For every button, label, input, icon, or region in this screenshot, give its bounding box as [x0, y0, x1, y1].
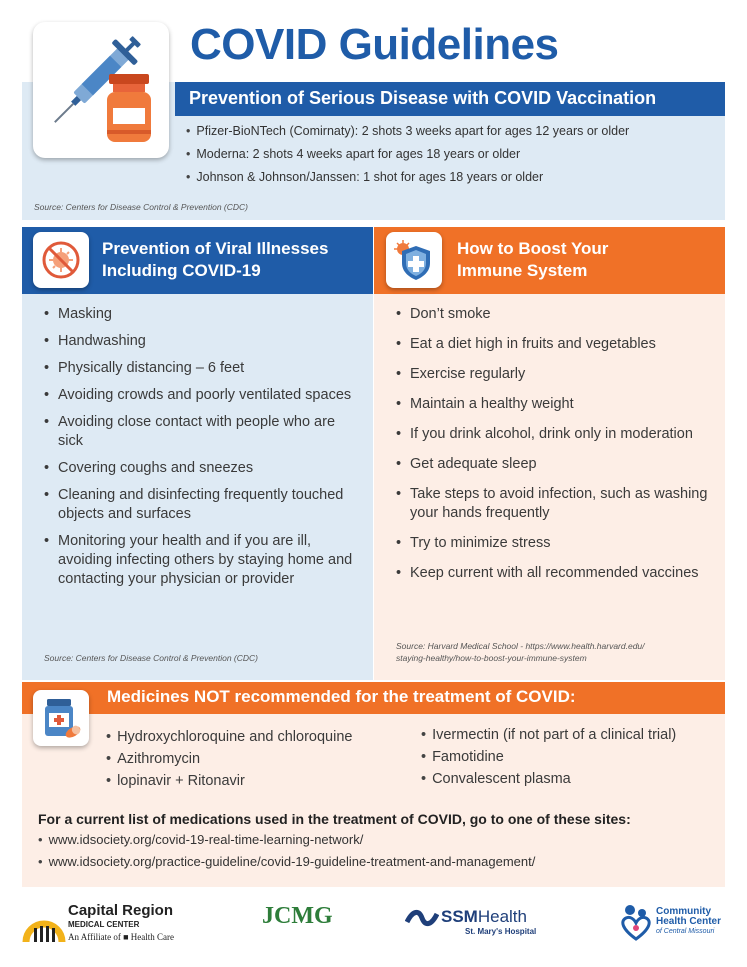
list-item: • Monitoring your health and if you are ill, avoiding infecting others by staying home and contacting your physician or provider — [44, 532, 354, 589]
community-health-logo — [618, 903, 728, 949]
list-item: • Ivermectin (if not part of a clinical trial) — [421, 727, 676, 749]
immune-heading — [457, 238, 608, 282]
resources-list — [38, 832, 535, 876]
resources-heading: For a current list of medications used in the treatment of COVID, go to one of these sites: — [38, 811, 631, 827]
ssm-health-name — [441, 907, 527, 927]
list-item: • Physically distancing – 6 feet — [44, 359, 354, 378]
community-line1: Community — [656, 906, 711, 917]
capital-region-logo — [22, 900, 212, 950]
list-item: • Moderna: 2 shots 4 weeks apart for ages 18 years or older — [186, 147, 629, 170]
viral-source: Source: Centers for Disease Control & Prevention (CDC) — [44, 653, 258, 663]
list-item: • If you drink alcohol, drink only in moderation — [396, 425, 708, 444]
ssm-light: Health — [477, 907, 527, 926]
vaccination-source: Source: Centers for Disease Control & Prevention (CDC) — [34, 202, 248, 212]
list-item: • Get adequate sleep — [396, 455, 708, 474]
immune-heading-line2: Immune System — [457, 261, 588, 280]
viral-heading-line1: Prevention of Viral Illnesses — [102, 239, 329, 258]
resource-link[interactable]: • www.idsociety.org/practice-guideline/covid-19-guideline-treatment-and-management/ — [38, 854, 535, 876]
list-item: • Azithromycin — [106, 751, 352, 773]
list-item: • Cleaning and disinfecting frequently touched objects and surfaces — [44, 486, 354, 524]
list-item: • Keep current with all recommended vaccines — [396, 564, 708, 583]
list-item: • Take steps to avoid infection, such as washing your hands frequently — [396, 485, 708, 523]
list-item: • Maintain a healthy weight — [396, 395, 708, 414]
list-item: • Avoiding close contact with people who are sick — [44, 413, 354, 451]
capital-region-name: Capital Region — [68, 902, 174, 919]
list-item: • Famotidine — [421, 749, 676, 771]
ssm-health-logo — [405, 907, 555, 947]
list-item: • Try to minimize stress — [396, 534, 708, 553]
list-item: • Eat a diet high in fruits and vegetables — [396, 335, 708, 354]
resource-link[interactable]: • www.idsociety.org/covid-19-real-time-learning-network/ — [38, 832, 535, 854]
capital-region-affiliate: An Affiliate of ■ Health Care — [68, 932, 174, 942]
immune-heading-line1: How to Boost Your — [457, 239, 609, 258]
jcmg-logo: JCMG — [262, 903, 333, 929]
community-line2: Health Center — [656, 916, 722, 927]
medicines-list-col1 — [106, 729, 352, 795]
medicines-list-col2 — [421, 727, 676, 793]
page-title: COVID Guidelines — [190, 20, 559, 69]
list-item: • Avoiding crowds and poorly ventilated spaces — [44, 386, 354, 405]
ssm-sub: St. Mary's Hospital — [465, 927, 537, 936]
list-item: • Exercise regularly — [396, 365, 708, 384]
immune-source — [396, 640, 645, 664]
list-item: • Masking — [44, 305, 354, 324]
viral-list — [44, 305, 354, 597]
list-item: • Convalescent plasma — [421, 771, 676, 793]
medicine-bottle-icon — [33, 690, 89, 746]
capital-region-sub: MEDICAL CENTER — [68, 920, 140, 929]
immune-source-line1: Source: Harvard Medical School - https://www.health.harvard.edu/ — [396, 641, 645, 651]
list-item: • Hydroxychloroquine and chloroquine — [106, 729, 352, 751]
ssm-bold: SSM — [441, 907, 478, 926]
community-line3: of Central Missouri — [656, 928, 715, 935]
immune-source-line2: staying-healthy/how-to-boost-your-immune-system — [396, 653, 587, 663]
medicines-heading: Medicines NOT recommended for the treatment of COVID: — [107, 687, 576, 706]
list-item: • Johnson & Johnson/Janssen: 1 shot for ages 18 years or older — [186, 170, 629, 193]
virus-shield-icon — [386, 232, 442, 288]
vaccination-heading: Prevention of Serious Disease with COVID Vaccination — [175, 82, 725, 116]
immune-list — [396, 305, 708, 594]
list-item: • Don’t smoke — [396, 305, 708, 324]
vaccination-list — [186, 124, 629, 193]
viral-heading — [102, 238, 328, 282]
list-item: • lopinavir + Ritonavir — [106, 773, 352, 795]
no-virus-icon — [33, 232, 89, 288]
list-item: • Pfizer-BioNTech (Comirnaty): 2 shots 3 weeks apart for ages 12 years or older — [186, 124, 629, 147]
viral-heading-line2: Including COVID-19 — [102, 261, 261, 280]
list-item: • Covering coughs and sneezes — [44, 459, 354, 478]
list-item: • Handwashing — [44, 332, 354, 351]
syringe-vial-icon — [33, 22, 169, 158]
